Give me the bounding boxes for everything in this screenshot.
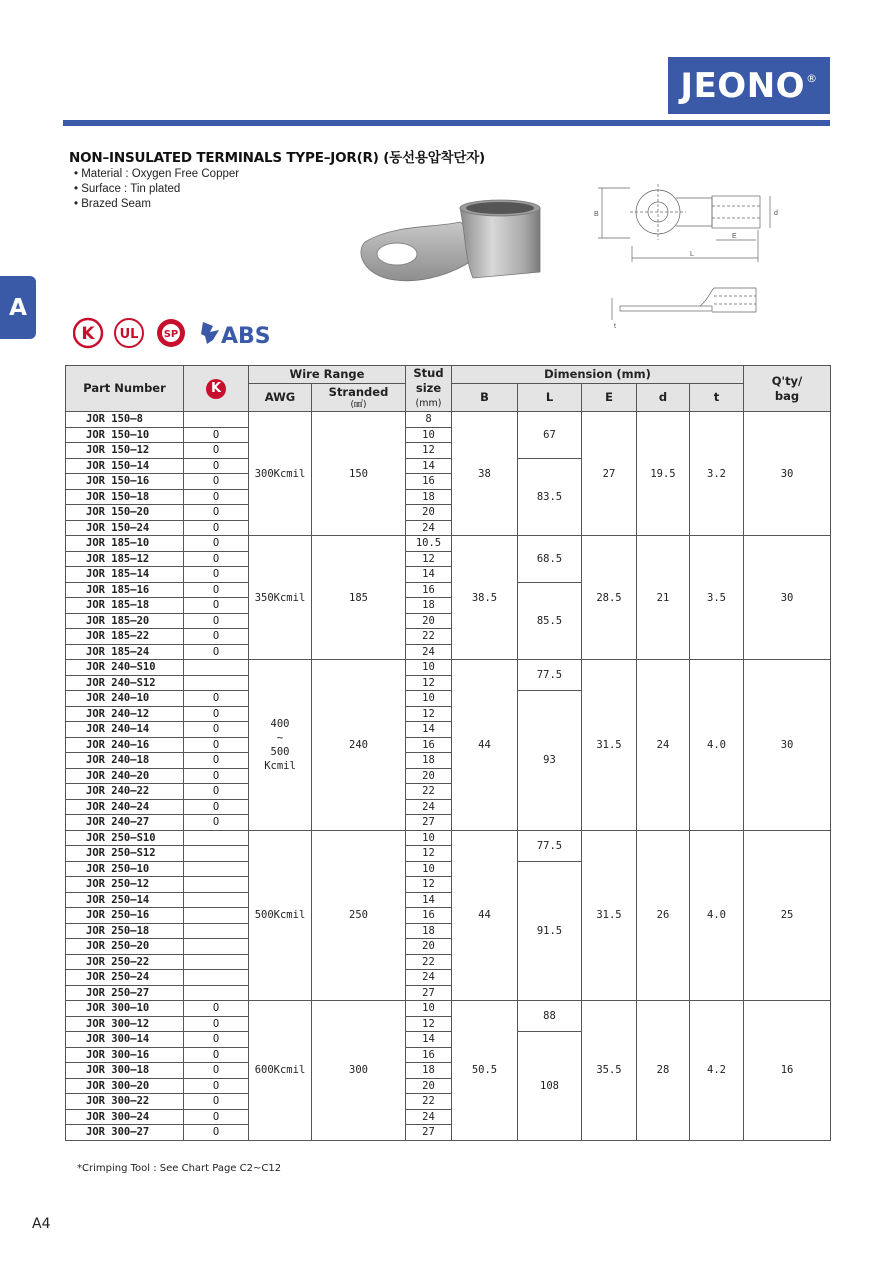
ks-mark-cell: [184, 412, 249, 428]
spec-bullets: [74, 167, 239, 212]
ks-mark-cell: O: [184, 520, 249, 536]
dim-d-cell: 24: [637, 660, 690, 831]
stud-size-cell: 22: [406, 1094, 452, 1110]
part-number-cell: JOR 185–14: [66, 567, 184, 583]
ks-mark-cell: O: [184, 753, 249, 769]
ks-mark-cell: O: [184, 474, 249, 490]
part-number-cell: JOR 240–22: [66, 784, 184, 800]
part-number-cell: JOR 300–16: [66, 1047, 184, 1063]
spec-table: [65, 365, 831, 1141]
stranded-cell: 250: [312, 830, 406, 1001]
part-number-cell: JOR 250–27: [66, 985, 184, 1001]
csa-mark-icon: [157, 319, 185, 347]
ks-mark-cell: O: [184, 613, 249, 629]
ks-mark-cell: O: [184, 1047, 249, 1063]
dim-B-cell: 44: [452, 830, 518, 1001]
bullet-surface: • Surface : Tin plated: [74, 183, 181, 195]
ks-mark-cell: [184, 939, 249, 955]
ks-mark-cell: O: [184, 1078, 249, 1094]
svg-text:UL: UL: [119, 327, 139, 342]
ks-mark-cell: O: [184, 1032, 249, 1048]
stud-size-cell: 22: [406, 784, 452, 800]
dim-t-cell: 4.0: [690, 830, 744, 1001]
stud-size-cell: 10: [406, 861, 452, 877]
stud-size-cell: 27: [406, 985, 452, 1001]
bullet-material: • Material : Oxygen Free Copper: [74, 168, 240, 180]
stud-size-cell: 18: [406, 753, 452, 769]
ks-mark-cell: O: [184, 644, 249, 660]
abs-mark-icon: [201, 322, 271, 349]
ks-mark-cell: O: [184, 598, 249, 614]
dim-L-cell: 85.5: [518, 582, 582, 660]
part-number-cell: JOR 185–16: [66, 582, 184, 598]
ks-mark-cell: O: [184, 815, 249, 831]
part-number-cell: JOR 185–18: [66, 598, 184, 614]
dim-B-cell: 38.5: [452, 536, 518, 660]
stud-size-cell: 14: [406, 1032, 452, 1048]
stud-size-cell: 22: [406, 954, 452, 970]
stud-size-cell: 20: [406, 1078, 452, 1094]
part-number-cell: JOR 150–10: [66, 427, 184, 443]
part-number-cell: JOR 250–S12: [66, 846, 184, 862]
ks-mark-cell: O: [184, 1109, 249, 1125]
table-row: [66, 412, 831, 428]
stud-size-cell: 18: [406, 1063, 452, 1079]
stud-size-cell: 20: [406, 613, 452, 629]
part-number-cell: JOR 150–16: [66, 474, 184, 490]
stud-size-cell: 22: [406, 629, 452, 645]
table-row: [66, 1001, 831, 1017]
part-number-cell: JOR 240–S12: [66, 675, 184, 691]
ks-mark-cell: O: [184, 737, 249, 753]
stranded-cell: 300: [312, 1001, 406, 1141]
ks-mark-cell: [184, 660, 249, 676]
dim-t-cell: 4.2: [690, 1001, 744, 1141]
terminal-photo: [355, 180, 550, 292]
ks-mark-cell: [184, 985, 249, 1001]
ks-mark-cell: O: [184, 722, 249, 738]
ks-mark-cell: O: [184, 799, 249, 815]
part-number-cell: JOR 150–14: [66, 458, 184, 474]
stud-size-cell: 12: [406, 877, 452, 893]
part-number-cell: JOR 240–14: [66, 722, 184, 738]
awg-cell: [249, 830, 312, 1001]
col-stranded: Stranded (㎟): [312, 384, 406, 412]
dimension-drawing: [590, 180, 785, 340]
part-number-cell: JOR 185–24: [66, 644, 184, 660]
ks-mark-cell: O: [184, 443, 249, 459]
dim-L-cell: 77.5: [518, 660, 582, 691]
qty-cell: 30: [744, 660, 831, 831]
ks-mark-cell: O: [184, 768, 249, 784]
dim-E-cell: 31.5: [582, 660, 637, 831]
stud-size-cell: 14: [406, 722, 452, 738]
stud-size-cell: 16: [406, 1047, 452, 1063]
col-t: t: [690, 384, 744, 412]
awg-line: ~: [276, 731, 284, 744]
part-number-cell: JOR 250–12: [66, 877, 184, 893]
awg-line: 350Kcmil: [254, 591, 306, 604]
dim-t-cell: 4.0: [690, 660, 744, 831]
stud-size-cell: 14: [406, 892, 452, 908]
part-number-cell: JOR 185–12: [66, 551, 184, 567]
part-number-cell: JOR 150–8: [66, 412, 184, 428]
ks-mark-cell: [184, 861, 249, 877]
brand-name: JEONO: [680, 65, 806, 106]
registered-mark: ®: [806, 72, 818, 85]
ks-mark-cell: O: [184, 427, 249, 443]
dim-L-cell: 108: [518, 1032, 582, 1141]
ks-mark-icon: K: [206, 379, 226, 399]
ul-mark-icon: [115, 319, 143, 347]
qty-cell: 30: [744, 412, 831, 536]
certification-logos: [73, 316, 293, 350]
ks-mark-cell: O: [184, 536, 249, 552]
ks-mark-cell: [184, 970, 249, 986]
dim-L-cell: 83.5: [518, 458, 582, 536]
dim-B-cell: 50.5: [452, 1001, 518, 1141]
dim-d-cell: 28: [637, 1001, 690, 1141]
stud-size-cell: 12: [406, 443, 452, 459]
part-number-cell: JOR 185–20: [66, 613, 184, 629]
part-number-cell: JOR 240–12: [66, 706, 184, 722]
awg-line: 400: [270, 717, 290, 730]
part-number-cell: JOR 250–16: [66, 908, 184, 924]
part-number-cell: JOR 300–20: [66, 1078, 184, 1094]
awg-line: 500Kcmil: [254, 909, 306, 922]
awg-line: 600Kcmil: [254, 1064, 306, 1077]
dim-d-cell: 21: [637, 536, 690, 660]
part-number-cell: JOR 300–12: [66, 1016, 184, 1032]
part-number-cell: JOR 300–24: [66, 1109, 184, 1125]
ks-mark-cell: [184, 830, 249, 846]
dim-t-cell: 3.2: [690, 412, 744, 536]
table-row: [66, 536, 831, 552]
part-number-cell: JOR 250–14: [66, 892, 184, 908]
qty-cell: 25: [744, 830, 831, 1001]
col-dimension: Dimension (mm): [452, 366, 744, 384]
ks-mark-cell: O: [184, 458, 249, 474]
col-d: d: [637, 384, 690, 412]
stud-size-cell: 10: [406, 660, 452, 676]
dim-d-cell: 19.5: [637, 412, 690, 536]
stud-size-cell: 12: [406, 551, 452, 567]
part-number-cell: JOR 150–18: [66, 489, 184, 505]
col-L: L: [518, 384, 582, 412]
dim-L-cell: 67: [518, 412, 582, 459]
stud-size-cell: 24: [406, 644, 452, 660]
stud-size-cell: 10.5: [406, 536, 452, 552]
awg-cell: [249, 536, 312, 660]
dim-E-cell: 27: [582, 412, 637, 536]
dim-L-cell: 93: [518, 691, 582, 831]
part-number-cell: JOR 240–24: [66, 799, 184, 815]
stud-size-cell: 12: [406, 846, 452, 862]
part-number-cell: JOR 150–12: [66, 443, 184, 459]
stud-size-cell: 10: [406, 427, 452, 443]
svg-text:K: K: [81, 324, 95, 344]
awg-cell: [249, 660, 312, 831]
part-number-cell: JOR 300–27: [66, 1125, 184, 1141]
ks-mark-cell: O: [184, 489, 249, 505]
col-ks-mark: [184, 366, 249, 412]
part-number-cell: JOR 240–10: [66, 691, 184, 707]
header-rule: [63, 120, 830, 126]
part-number-cell: JOR 240–27: [66, 815, 184, 831]
stud-size-cell: 12: [406, 675, 452, 691]
bullet-seam: • Brazed Seam: [74, 198, 151, 210]
ks-mark-cell: O: [184, 629, 249, 645]
dim-L-cell: 77.5: [518, 830, 582, 861]
ks-mark-cell: [184, 846, 249, 862]
label-t: t: [614, 323, 616, 330]
page-number: A4: [32, 1216, 51, 1232]
dim-L-cell: 91.5: [518, 861, 582, 1001]
part-number-cell: JOR 250–24: [66, 970, 184, 986]
stud-size-cell: 20: [406, 939, 452, 955]
stud-size-cell: 16: [406, 582, 452, 598]
ks-mark-cell: O: [184, 1016, 249, 1032]
part-number-cell: JOR 300–18: [66, 1063, 184, 1079]
brand-logo: [668, 57, 830, 114]
part-number-cell: JOR 150–20: [66, 505, 184, 521]
ks-mark-icon: [74, 319, 102, 347]
part-number-cell: JOR 240–18: [66, 753, 184, 769]
stranded-cell: 185: [312, 536, 406, 660]
stud-size-cell: 16: [406, 737, 452, 753]
part-number-cell: JOR 150–24: [66, 520, 184, 536]
ks-mark-cell: [184, 908, 249, 924]
stranded-cell: 150: [312, 412, 406, 536]
awg-cell: [249, 1001, 312, 1141]
ks-mark-cell: O: [184, 567, 249, 583]
awg-line: Kcmil: [264, 759, 296, 772]
col-B: B: [452, 384, 518, 412]
awg-line: 500: [270, 745, 290, 758]
stud-size-cell: 24: [406, 520, 452, 536]
label-E: E: [732, 233, 737, 240]
stud-size-cell: 18: [406, 923, 452, 939]
page-title: NON–INSULATED TERMINALS TYPE–JOR(R) (동선용압착단자): [69, 150, 486, 166]
label-B: B: [594, 211, 599, 218]
table-row: [66, 660, 831, 676]
stud-size-cell: 8: [406, 412, 452, 428]
ks-mark-cell: O: [184, 582, 249, 598]
ks-mark-cell: O: [184, 691, 249, 707]
stud-size-cell: 20: [406, 505, 452, 521]
label-L: L: [690, 251, 694, 258]
stud-size-cell: 27: [406, 1125, 452, 1141]
table-row: [66, 830, 831, 846]
part-number-cell: JOR 250–10: [66, 861, 184, 877]
part-number-cell: JOR 185–22: [66, 629, 184, 645]
dim-L-cell: 68.5: [518, 536, 582, 583]
ks-mark-cell: O: [184, 706, 249, 722]
stud-size-cell: 20: [406, 768, 452, 784]
ks-mark-cell: [184, 877, 249, 893]
part-number-cell: JOR 185–10: [66, 536, 184, 552]
part-number-cell: JOR 250–18: [66, 923, 184, 939]
footnote: *Crimping Tool : See Chart Page C2~C12: [77, 1163, 282, 1174]
stud-size-cell: 24: [406, 799, 452, 815]
stranded-cell: 240: [312, 660, 406, 831]
spec-table-body: [66, 412, 831, 1141]
stud-size-cell: 18: [406, 598, 452, 614]
dim-L-cell: 88: [518, 1001, 582, 1032]
stud-size-cell: 10: [406, 1001, 452, 1017]
qty-cell: 30: [744, 536, 831, 660]
ks-mark-cell: O: [184, 505, 249, 521]
dim-B-cell: 38: [452, 412, 518, 536]
part-number-cell: JOR 250–20: [66, 939, 184, 955]
label-d: d: [774, 210, 778, 217]
part-number-cell: JOR 300–22: [66, 1094, 184, 1110]
svg-text:ABS: ABS: [221, 324, 271, 349]
dim-E-cell: 35.5: [582, 1001, 637, 1141]
section-tab: A: [0, 276, 36, 339]
stud-size-cell: 24: [406, 1109, 452, 1125]
ks-mark-cell: O: [184, 1001, 249, 1017]
col-stud-size: Stud size (mm): [406, 366, 452, 412]
stud-size-cell: 16: [406, 474, 452, 490]
part-number-cell: JOR 250–S10: [66, 830, 184, 846]
part-number-cell: JOR 240–20: [66, 768, 184, 784]
stud-size-cell: 12: [406, 706, 452, 722]
ks-mark-cell: [184, 892, 249, 908]
stud-size-cell: 10: [406, 691, 452, 707]
dim-d-cell: 26: [637, 830, 690, 1001]
dim-B-cell: 44: [452, 660, 518, 831]
svg-text:SP: SP: [163, 329, 179, 340]
ks-mark-cell: O: [184, 1063, 249, 1079]
ks-mark-cell: O: [184, 551, 249, 567]
col-E: E: [582, 384, 637, 412]
stud-size-cell: 27: [406, 815, 452, 831]
col-qty-bag: Q'ty/ bag: [744, 366, 831, 412]
awg-line: 300Kcmil: [254, 467, 306, 480]
col-wire-range: Wire Range: [249, 366, 406, 384]
ks-mark-cell: [184, 954, 249, 970]
ks-mark-cell: O: [184, 784, 249, 800]
ks-mark-cell: O: [184, 1094, 249, 1110]
ks-mark-cell: [184, 923, 249, 939]
part-number-cell: JOR 300–10: [66, 1001, 184, 1017]
awg-cell: [249, 412, 312, 536]
dim-E-cell: 28.5: [582, 536, 637, 660]
part-number-cell: JOR 250–22: [66, 954, 184, 970]
ks-mark-cell: O: [184, 1125, 249, 1141]
stud-size-cell: 16: [406, 908, 452, 924]
dim-E-cell: 31.5: [582, 830, 637, 1001]
stud-size-cell: 18: [406, 489, 452, 505]
stud-size-cell: 24: [406, 970, 452, 986]
stud-size-cell: 14: [406, 458, 452, 474]
stud-size-cell: 14: [406, 567, 452, 583]
stud-size-cell: 12: [406, 1016, 452, 1032]
col-part-number: Part Number: [66, 366, 184, 412]
qty-cell: 16: [744, 1001, 831, 1141]
part-number-cell: JOR 300–14: [66, 1032, 184, 1048]
dim-t-cell: 3.5: [690, 536, 744, 660]
part-number-cell: JOR 240–S10: [66, 660, 184, 676]
stud-size-cell: 10: [406, 830, 452, 846]
col-awg: AWG: [249, 384, 312, 412]
ks-mark-cell: [184, 675, 249, 691]
part-number-cell: JOR 240–16: [66, 737, 184, 753]
